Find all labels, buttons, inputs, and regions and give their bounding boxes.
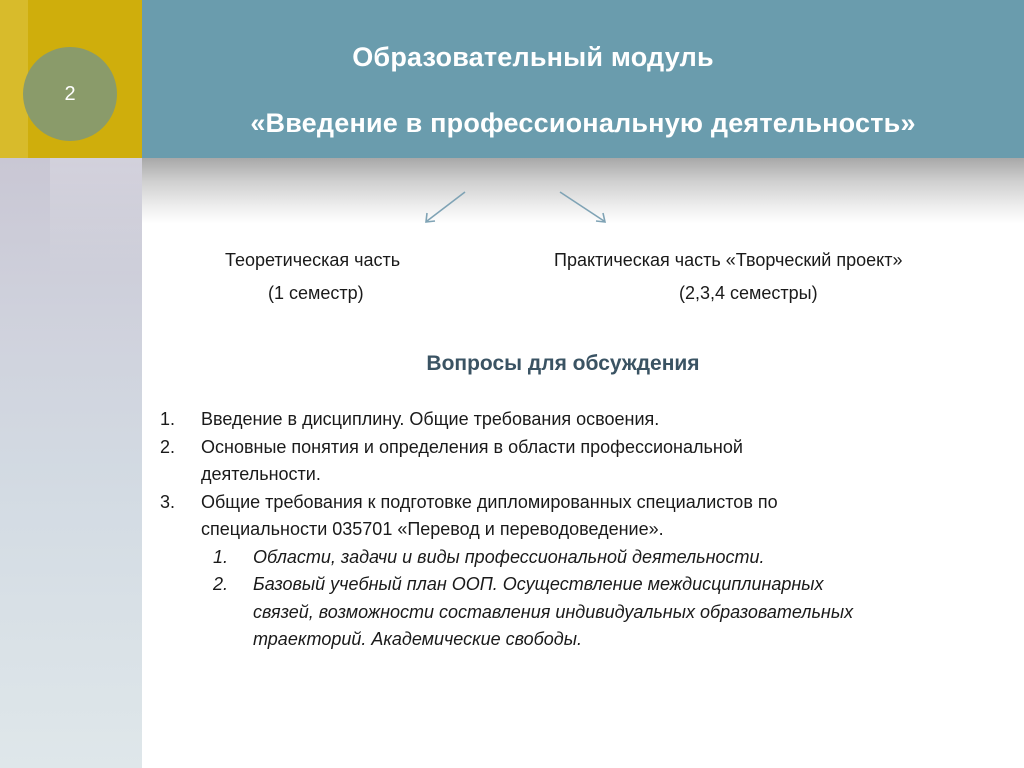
theory-part-semester: (1 семестр)	[268, 283, 364, 303]
slide-number: 2	[64, 82, 76, 105]
practice-part-label: Практическая часть «Творческий проект»	[554, 250, 903, 270]
list-item-text: Общие требования к подготовке дипломированных специалистов по	[201, 491, 778, 512]
list-item-text: Основные понятия и определения в области профессиональной	[201, 436, 743, 457]
sub-list-item-number: 1.	[213, 546, 229, 567]
list-item-number: 2.	[160, 436, 176, 457]
arrow-left-icon	[420, 188, 470, 226]
list-item-text: специальности 035701 «Перевод и переводоведение».	[201, 519, 664, 539]
sub-list-item-text: связей, возможности составления индивидуальных образовательных	[253, 601, 854, 622]
list-item	[160, 434, 980, 489]
list-item	[160, 489, 980, 544]
left-band-highlight	[50, 158, 142, 278]
list-item	[160, 406, 980, 434]
sub-list-item-text: Области, задачи и виды профессиональной деятельности.	[253, 546, 765, 567]
title-line-1: Образовательный модуль	[352, 42, 714, 72]
practice-part-semesters: (2,3,4 семестры)	[679, 283, 818, 303]
sub-list-item	[160, 544, 980, 572]
theory-part-label: Теоретическая часть	[225, 250, 401, 270]
title-line-2: «Введение в профессиональную деятельность»	[250, 108, 916, 138]
list-item-number: 3.	[160, 491, 176, 512]
list-item-text: деятельности.	[201, 464, 321, 484]
sub-list-item-text: траекторий. Академические свободы.	[253, 629, 582, 649]
section-title: Вопросы для обсуждения	[426, 352, 700, 375]
list-item-text: Введение в дисциплину. Общие требования освоения.	[201, 409, 660, 429]
discussion-list	[160, 406, 980, 654]
sub-list-item	[160, 571, 980, 654]
gold-corner-highlight	[0, 0, 28, 158]
sub-list-item-number: 2.	[213, 574, 229, 594]
arrow-right-icon	[556, 188, 612, 226]
sub-list-item-text: Базовый учебный план ООП. Осуществление междисциплинарных	[253, 574, 824, 594]
list-item-number: 1.	[160, 409, 176, 429]
